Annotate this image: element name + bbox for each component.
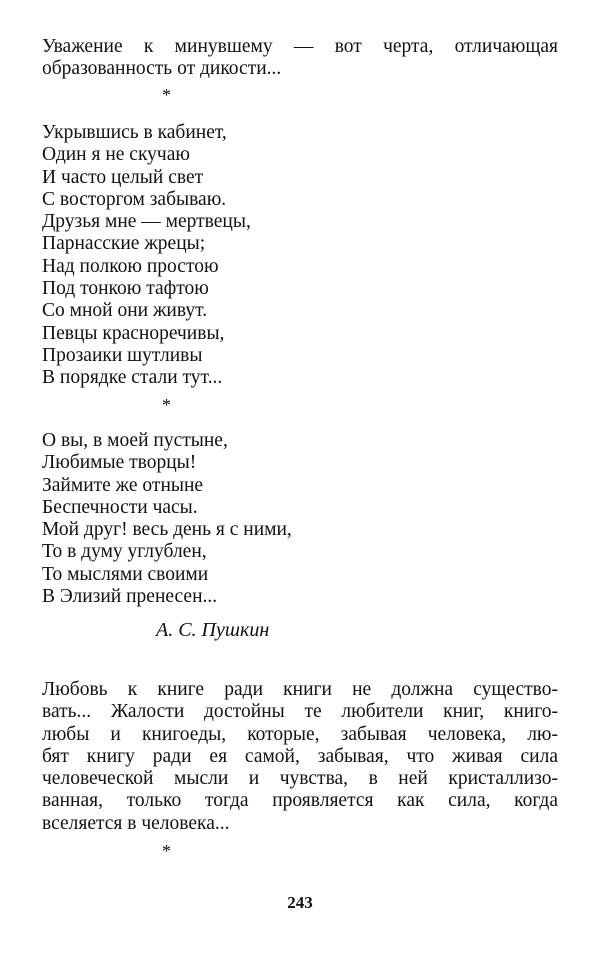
poem-stanza-1 [42,122,558,390]
text-line: Один я не скучаю [42,144,190,166]
text-line: Мой друг! весь день я с ними, [42,519,292,541]
poem-stanza-2 [42,430,558,608]
text-line: Над полкою простою [42,255,219,277]
text-line: Друзья мне — мертвецы, [42,211,251,233]
text-line: любы и книгоеды, которые, забывая человека, лю- [42,723,558,745]
text-line: В порядке стали тут... [42,367,223,389]
text-line: Парнасские жрецы; [42,233,206,255]
text-line: Укрывшись в кабинет, [42,122,227,143]
text-line: То мыслями своими [42,563,209,585]
text-line: Под тонкою тафтою [42,278,209,300]
text-line: вселяется в человека... [42,812,230,834]
text-line: И часто целый свет [42,166,204,188]
text-line: Прозаики шутливы [42,344,203,366]
text-line: Певцы красноречивы, [42,322,225,344]
poem-author: А. С. Пушкин [156,619,270,641]
text-line: Уважение к минувшему — вот черта, отличающая [42,36,558,57]
quote-paragraph-1 [42,36,558,81]
text-line: ванная, только тогда проявляется как сила, когда [42,790,558,812]
text-line: О вы, в моей пустыне, [42,430,228,451]
quote-paragraph-2 [42,679,558,835]
text-line: С восторгом забываю. [42,188,227,210]
text-line: То в думу углублен, [42,541,207,563]
text-line: В Элизий пренесен... [42,586,218,608]
text-line: Займите же отныне [42,474,204,496]
text-line: Беспечности часы. [42,496,198,518]
page-number: 243 [287,893,313,912]
text-line: бят книгу ради ея самой, забывая, что живая сила [42,745,558,767]
text-line: Со мной они живут. [42,300,208,322]
separator-asterisk: * [162,85,171,105]
text-line: вать... Жалости достойны те любители книг, книго- [42,701,558,723]
text-line: Любовь к книге ради книги не должна существо- [42,679,558,700]
text-line: образованность от дикости... [42,58,282,80]
text-line: человеческой мысли и чувства, в ней кристаллизо- [42,768,558,790]
separator-asterisk: * [162,841,171,861]
text-line: Любимые творцы! [42,452,197,474]
separator-asterisk: * [162,395,171,415]
